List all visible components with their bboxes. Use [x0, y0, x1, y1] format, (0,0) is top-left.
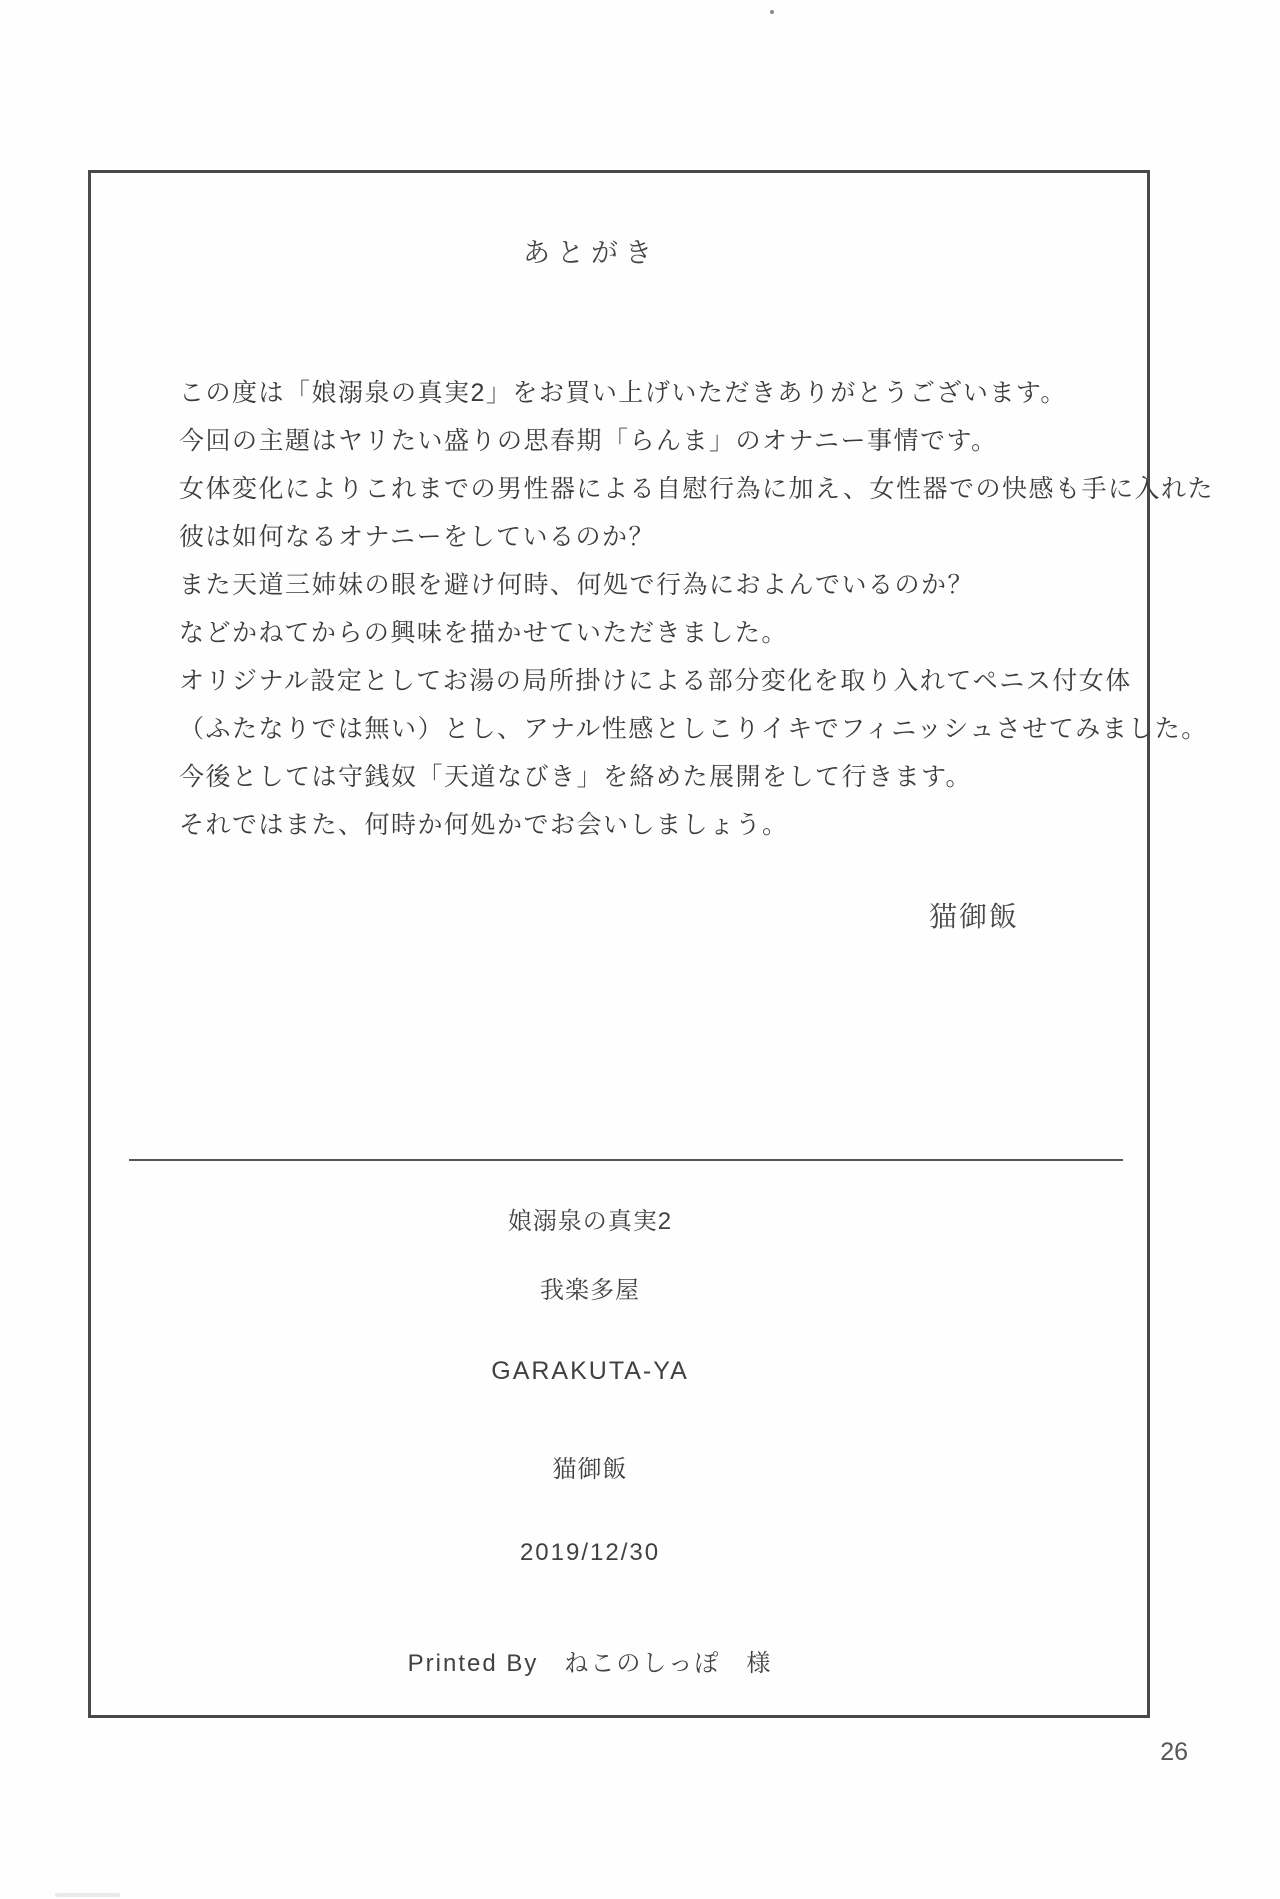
body-line: オリジナル設定としてお湯の局所掛けによる部分変化を取り入れてペニス付女体: [179, 667, 1132, 695]
colophon-circle-name-romaji: GARAKUTA-YA: [491, 1357, 689, 1385]
colophon-author: 猫御飯: [552, 1456, 628, 1483]
scan-speck-artifact: [770, 10, 774, 14]
body-line: 女体変化によりこれまでの男性器による自慰行為に加え、女性器での快感も手に入れた: [179, 475, 1215, 503]
afterword-title: あとがき: [523, 238, 659, 268]
page-number: 26: [1160, 1738, 1188, 1766]
afterword-frame: [88, 170, 1215, 1718]
colophon-divider: [129, 1159, 1123, 1161]
body-line: この度は「娘溺泉の真実2」をお買い上げいただきありがとうございます。: [179, 379, 1067, 407]
body-line: （ふたなりでは無い）とし、アナル性感としこりイキでフィニッシュさせてみました。: [179, 715, 1208, 743]
body-line: 彼は如何なるオナニーをしているのか？: [179, 523, 656, 551]
body-line: それではまた、何時か何処かでお会いしましょう。: [179, 811, 789, 839]
afterword-body: [179, 369, 1215, 849]
colophon-circle-name: 我楽多屋: [540, 1277, 640, 1304]
body-line: 今後としては守銭奴「天道なびき」を絡めた展開をして行きます。: [179, 763, 973, 791]
body-line: などかねてからの興味を描かせていただきました。: [179, 619, 788, 647]
colophon-book-title: 娘溺泉の真実2: [507, 1208, 673, 1235]
body-line: また天道三姉妹の眼を避け何時、何処で行為におよんでいるのか？: [179, 571, 975, 599]
body-line: 今回の主題はヤリたい盛りの思春期「らんま」のオナニー事情です。: [179, 427, 998, 455]
colophon-printer-credit: Printed By ねこのしっぽ 様: [407, 1650, 773, 1677]
scan-smudge-artifact: [55, 1893, 120, 1897]
author-signature: 猫御飯: [928, 901, 1019, 932]
colophon-date: 2019/12/30: [519, 1539, 661, 1566]
